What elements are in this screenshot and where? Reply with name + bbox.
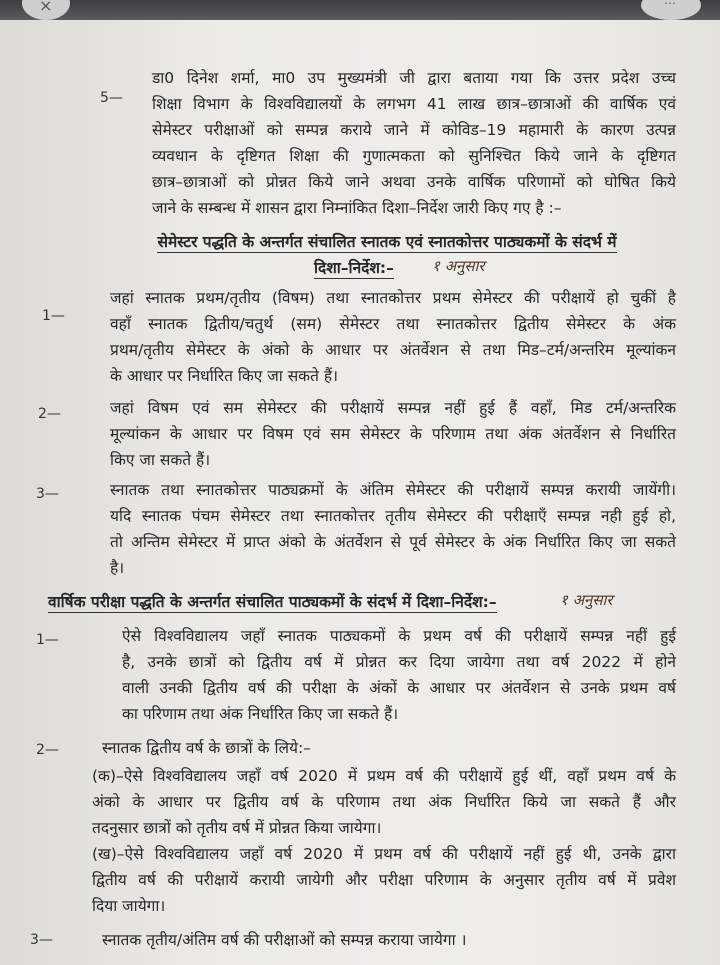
section-heading-cont: दिशा–निर्देश:– (314, 259, 394, 277)
item-line: तो अन्तिम सेमेस्टर में प्राप्त अंको के अंतर्वेशन से पूर्व सेमेस्टर के अंक निर्धारित किए जा सकते (110, 533, 676, 551)
item-line: के आधार पर निर्धारित किए जा सकते हैं। (110, 367, 338, 385)
item-line: जहां स्नातक प्रथम/तृतीय (विषम) तथा स्नातकोत्तर प्रथम सेमेस्टर की परीक्षायें हो चुकीं है (110, 289, 676, 307)
item-line: (ख)–ऐसे विश्वविद्यालय जहाँ वर्ष 2020 में प्रथम वर्ष की परीक्षायें नहीं हुई थी, उनके द्वारा (92, 845, 676, 863)
section-heading: सेमेस्टर पद्धति के अन्तर्गत संचालित स्नातक एवं स्नातकोत्तर पाठ्यकमों के संदर्भ में (157, 233, 617, 251)
item-line: दिया जायेगा। (92, 897, 166, 915)
paragraph-line: छात्र–छात्राओं को प्रोन्नत किये जाने अथवा उनके वार्षिक परिणामों को घोषित किये (152, 173, 676, 191)
paragraph-line: व्यवधान के दृष्टिगत शिक्षा की गुणात्मकता को सुनिश्चित किये जाने के दृष्टिगत (152, 147, 676, 165)
item-number: 3— (36, 486, 59, 502)
item-line: स्नातक तथा स्नातकोत्तर पाठ्यक्रमों के अंतिम सेमेस्टर की परीक्षायें सम्पन्न करायी जायेंगी। (110, 481, 676, 499)
item-line: द्वितीय वर्ष की परीक्षायें करायी जायेगी और परीक्षा परिणाम के अनुसार तृतीय वर्ष में प्रवेश (92, 871, 676, 889)
more-icon: ⋯ (664, 0, 676, 10)
item-number: 1— (42, 308, 65, 324)
item-line: स्नातक तृतीय/अंतिम वर्ष की परीक्षाओं को सम्पन्न कराया जायेगा । (102, 931, 467, 949)
item-line: ऐसे विश्वविद्यालय जहाँ स्नातक पाठ्यकमों के प्रथम वर्ष की परीक्षायें सम्पन्न नहीं हुई (122, 627, 676, 645)
section-heading: वार्षिक परीक्षा पद्धति के अन्तर्गत संचालित पाठ्यकमों के संदर्भ में दिशा–निर्देश:– (48, 593, 497, 611)
item-line: का परिणाम तथा अंक निर्धारित किए जा सकते हैं। (122, 705, 399, 723)
item-line: यदि स्नातक पंचम सेमेस्टर तथा स्नातकोत्तर तृतीय सेमेस्टर की परीक्षाएँ सम्पन्न नही हुई हो, (110, 507, 676, 525)
item-line: किए जा सकते हैं। (110, 451, 211, 469)
document-page (0, 20, 720, 965)
item-number: 3— (30, 932, 53, 948)
paragraph-line: डा0 दिनेश शर्मा, मा0 उप मुख्यमंत्री जी द्वारा बताया गया कि उत्तर प्रदेश उच्च (152, 69, 676, 87)
close-button[interactable] (22, 0, 70, 20)
item-line: प्रथम/तृतीय सेमेस्टर के अंको के आधार पर अंतर्वेशन से तथा मिड–टर्म/अन्तरिम मूल्यांकन (110, 341, 676, 359)
item-line: मूल्यांकन के आधार पर विषम एवं सम सेमेस्टर के परिणाम तथा अंक अंतर्वेशन से निर्धारित (110, 425, 676, 443)
handwritten-annotation: १ अनुसार (560, 591, 613, 609)
item-line: अंको के आधार पर द्वितीय वर्ष के परिणाम तथा अंक निर्धारित किये जा सकते हैं और (92, 793, 676, 811)
item-line: है। (110, 559, 125, 577)
paragraph-number: 5— (100, 90, 123, 106)
item-number: 2— (38, 406, 61, 422)
item-number: 2— (36, 742, 59, 758)
item-line: वहाँ स्नातक द्वितीय/चतुर्थ (सम) सेमेस्टर तथा स्नातकोत्तर द्वितीय सेमेस्टर के अंक (110, 315, 676, 333)
item-line: वाली उनकी द्वितीय वर्ष की परीक्षा के अंकों के आधार पर अंतर्वेशन से उनके प्रथम वर्ष (122, 679, 676, 697)
viewer-toolbar (0, 0, 720, 20)
paragraph-line: शिक्षा विभाग के विश्वविद्यालयों के लगभग 41 लाख छात्र–छात्राओं की वार्षिक एवं (152, 95, 676, 113)
item-number: 1— (36, 632, 59, 648)
more-options-button[interactable] (641, 0, 701, 20)
item-title: स्नातक द्वितीय वर्ष के छात्रों के लिये:– (102, 739, 311, 757)
item-line: है, उनके छात्रों को द्वितीय वर्ष में प्रोन्नत कर दिया जायेगा तथा वर्ष 2022 में होने (122, 653, 676, 671)
paragraph-line: सेमेस्टर परीक्षाओं को सम्पन्न कराये जाने में कोविड–19 महामारी के कारण उत्पन्न (152, 121, 676, 139)
item-line: (क)–ऐसे विश्वविद्यालय जहाँ वर्ष 2020 में प्रथम वर्ष की परीक्षायें हुई थीं, वहाँ प्रथम वर्ष के (92, 767, 676, 785)
item-line: तदनुसार छात्रों को तृतीय वर्ष में प्रोन्नत किया जायेगा। (92, 819, 382, 837)
handwritten-annotation: १ अनुसार (432, 257, 485, 275)
item-line: जहां विषम एवं सम सेमेस्टर की परीक्षायें सम्पन्न नहीं हुई हैं वहाँ, मिड टर्म/अन्तरिक (110, 399, 676, 417)
paragraph-line: जाने के सम्बन्ध में शासन द्वारा निम्नांकित दिशा–निर्देश जारी किए गए है :– (152, 199, 562, 217)
close-icon: × (39, 0, 53, 15)
